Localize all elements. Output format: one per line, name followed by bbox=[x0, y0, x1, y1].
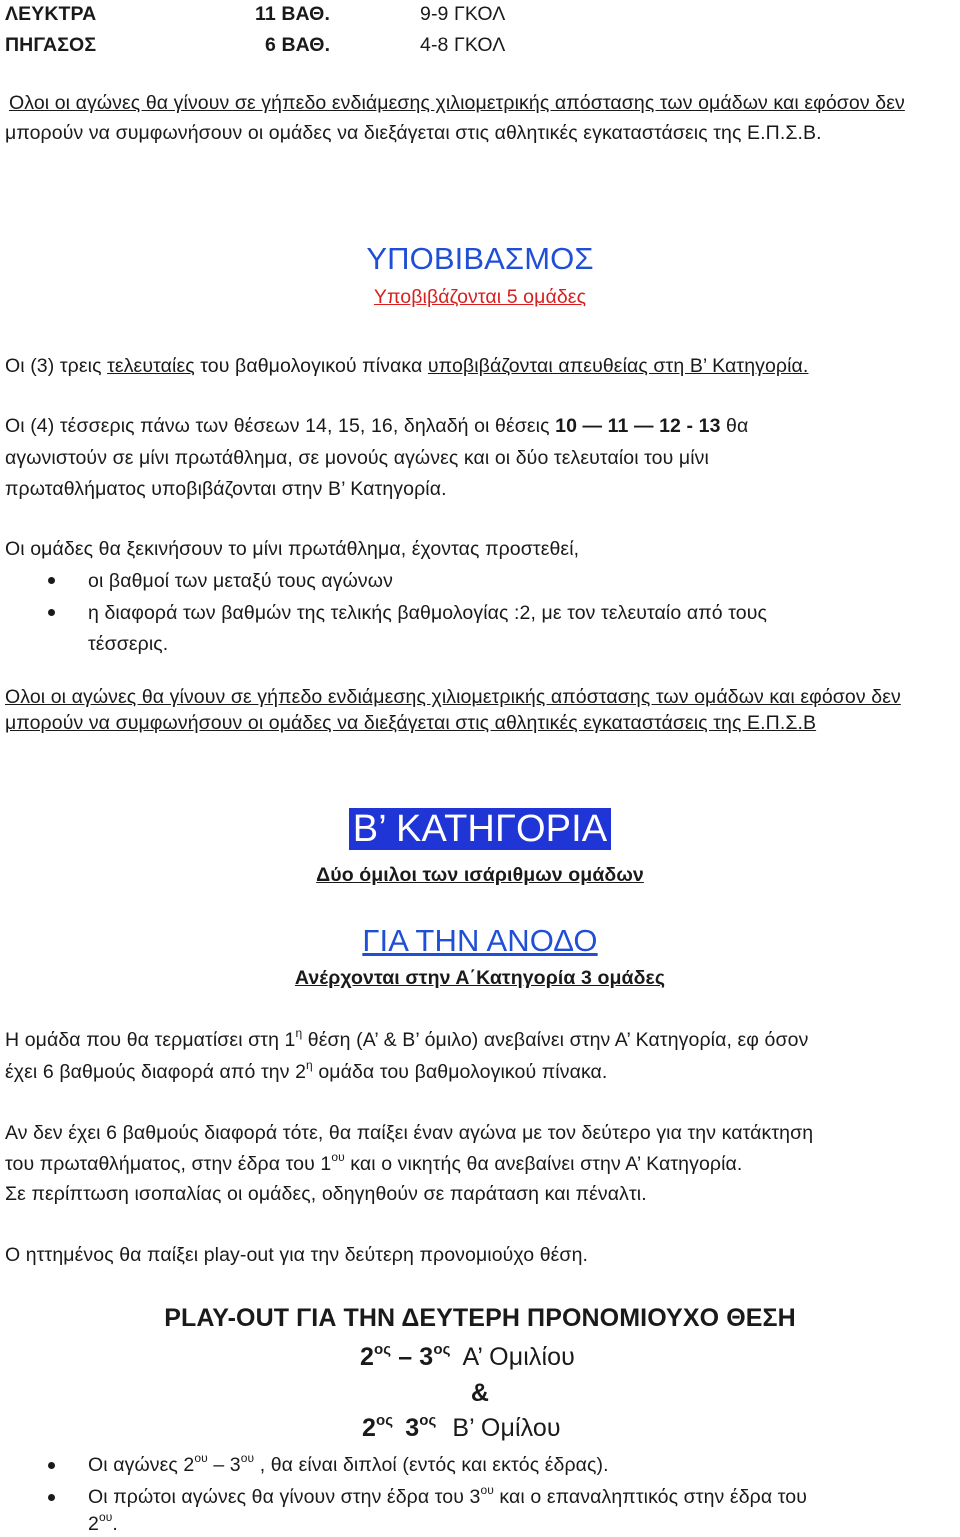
venue-note-line: μπορούν να συμφωνήσουν οι ομάδες να διεξάγεται στις αθλητικές εγκαταστάσεις της Ε.Π.Σ.Β bbox=[5, 712, 817, 734]
playout-ampersand: & bbox=[470, 1379, 490, 1407]
text-part: έχει 6 βαθμούς διαφορά από την 2 bbox=[5, 1061, 307, 1083]
b-p1-line2 bbox=[5, 1057, 608, 1084]
ordinal-number: 3 bbox=[405, 1414, 420, 1442]
text-part: Οι πρώτοι αγώνες θα γίνουν στην έδρα του 3 bbox=[88, 1486, 481, 1508]
ordinal-sup: ου bbox=[98, 1509, 113, 1524]
ordinal-sup: ου bbox=[194, 1450, 208, 1465]
team-points: 11 ΒΑΘ. bbox=[255, 3, 330, 25]
ordinal-sup: ος bbox=[433, 1340, 451, 1358]
promotion-subtitle: Ανέρχονται στην Α΄Κατηγορία 3 ομάδες bbox=[294, 967, 666, 989]
b-category-subtitle: Δύο όμιλοι των ισάριθμων ομάδων bbox=[316, 864, 644, 886]
playout-row-a bbox=[360, 1341, 575, 1373]
ordinal-sup: ος bbox=[376, 1411, 394, 1429]
relegation-para2-line1 bbox=[5, 414, 748, 438]
ordinal-sup: ου bbox=[240, 1450, 255, 1465]
text-part: και ο νικητής θα ανεβαίνει στην Α’ Κατηγορία. bbox=[344, 1153, 743, 1175]
b-p2-line3: Σε περίπτωση ισοπαλίας οι ομάδες, οδηγηθούν σε παράταση και πέναλτι. bbox=[5, 1183, 647, 1205]
list-item-continued: τέσσερις. bbox=[88, 633, 169, 655]
playout-title: PLAY-OUT ΓΙΑ ΤΗΝ ΔΕΥΤΕΡΗ ΠΡΟΝΟΜΙΟΥΧΟ ΘΕΣΗ bbox=[164, 1304, 796, 1332]
text-part: ομάδα του βαθμολογικού πίνακα. bbox=[312, 1061, 608, 1083]
venue-note-line: μπορούν να συμφωνήσουν οι ομάδες να διεξάγεται στις αθλητικές εγκαταστάσεις της Ε.Π.Σ.Β. bbox=[5, 122, 822, 144]
text-part: Οι (3) τρεις bbox=[5, 355, 108, 377]
relegation-title: ΥΠΟΒΙΒΑΣΜΟΣ bbox=[366, 241, 594, 276]
promotion-title: ΓΙΑ ΤΗΝ ΑΝΟΔΟ bbox=[362, 923, 598, 958]
bullet-icon bbox=[48, 609, 55, 616]
group-name: Β’ Ομίλου bbox=[452, 1414, 561, 1442]
positions-bold: 10 — 11 — 12 - 13 bbox=[555, 415, 721, 437]
playout-row-b bbox=[362, 1412, 561, 1444]
bullet-icon bbox=[48, 577, 55, 584]
relegation-para2-line3: πρωταθλήματος υποβιβάζονται στην Β’ Κατηγορία. bbox=[5, 478, 447, 500]
bullet-icon bbox=[48, 1462, 55, 1469]
text-part: υποβιβάζονται απευθείας στη Β’ Κατηγορία. bbox=[427, 355, 809, 377]
relegation-line1 bbox=[5, 354, 808, 378]
ordinal-sup: ος bbox=[419, 1411, 437, 1429]
list-item-continued bbox=[88, 1509, 118, 1536]
ordinal-sup: ος bbox=[374, 1340, 392, 1358]
team-goals: 4-8 ΓΚΟΛ bbox=[420, 34, 506, 56]
b-category-title bbox=[0, 805, 960, 853]
ordinal-sup: ου bbox=[331, 1149, 345, 1164]
relegation-para3: Οι ομάδες θα ξεκινήσουν το μίνι πρωτάθλημα, έχοντας προστεθεί, bbox=[5, 538, 580, 560]
team-points: 6 ΒΑΘ. bbox=[265, 34, 331, 56]
text-part: και ο επαναληπτικός στην έδρα του bbox=[493, 1486, 807, 1508]
text-part: Οι (4) τέσσερις πάνω των θέσεων 14, 15, 16, δηλαδή οι θέσεις bbox=[5, 415, 556, 437]
list-item bbox=[88, 1450, 609, 1477]
text-part: του βαθμολογικού πίνακα bbox=[194, 355, 428, 377]
team-name: ΛΕΥΚΤΡΑ bbox=[5, 3, 97, 25]
group-name: Α’ Ομιλίου bbox=[462, 1343, 575, 1371]
text-part: – 3 bbox=[207, 1454, 241, 1476]
ordinal-sup: η bbox=[295, 1025, 303, 1040]
text-part: θα bbox=[720, 415, 749, 437]
b-p3: Ο ηττημένος θα παίξει play-out για την δεύτερη προνομιούχο θέση. bbox=[5, 1244, 589, 1266]
text-part: τελευταίες bbox=[107, 355, 195, 377]
dash: – bbox=[391, 1343, 420, 1371]
list-item: η διαφορά των βαθμών της τελικής βαθμολογίας :2, με τον τελευταίο από τους bbox=[88, 602, 767, 624]
highlighted-title: Β’ ΚΑΤΗΓΟΡΙΑ bbox=[349, 808, 611, 850]
text-part: 2 bbox=[88, 1513, 99, 1535]
b-p2-line2 bbox=[5, 1149, 743, 1176]
ordinal-number: 2 bbox=[360, 1343, 375, 1371]
venue-note-line: Ολοι οι αγώνες θα γίνουν σε γήπεδο ενδιάμεσης χιλιομετρικής απόστασης των ομάδων και εφόσον δεν bbox=[5, 686, 901, 708]
text-part: Οι αγώνες 2 bbox=[88, 1454, 195, 1476]
text-part: του πρωταθλήματος, στην έδρα του 1 bbox=[5, 1153, 332, 1175]
relegation-para2-line2: αγωνιστούν σε μίνι πρωτάθλημα, σε μονούς αγώνες και οι δύο τελευταίοι του μίνι bbox=[5, 447, 709, 469]
b-p2-line1: Αν δεν έχει 6 βαθμούς διαφορά τότε, θα παίξει έναν αγώνα με τον δεύτερο για την κατάκτηση bbox=[5, 1122, 814, 1144]
venue-note-line: Ολοι οι αγώνες θα γίνουν σε γήπεδο ενδιάμεσης χιλιομετρικής απόστασης των ομάδων και εφόσον δεν bbox=[9, 92, 905, 114]
list-item bbox=[88, 1482, 807, 1509]
ordinal-number: 3 bbox=[419, 1343, 434, 1371]
list-item: οι βαθμοί των μεταξύ τους αγώνων bbox=[88, 570, 393, 592]
b-p1-line1 bbox=[5, 1025, 809, 1052]
ordinal-number: 2 bbox=[362, 1414, 377, 1442]
team-name: ΠΗΓΑΣΟΣ bbox=[5, 34, 97, 56]
ordinal-sup: η bbox=[306, 1057, 313, 1072]
team-goals: 9-9 ΓΚΟΛ bbox=[420, 3, 506, 25]
text-part: , θα είναι διπλοί (εντός και εκτός έδρας). bbox=[254, 1454, 609, 1476]
text-part: θέση (Α’ & Β’ όμιλο) ανεβαίνει στην Α’ Κατηγορία, εφ όσον bbox=[302, 1029, 809, 1051]
text-part: Η ομάδα που θα τερματίσει στη 1 bbox=[5, 1029, 296, 1051]
bullet-icon bbox=[48, 1494, 55, 1501]
text-part: . bbox=[112, 1513, 118, 1535]
relegation-subtitle: Υποβιβάζονται 5 ομάδες bbox=[373, 286, 587, 308]
ordinal-sup: ου bbox=[480, 1482, 494, 1497]
